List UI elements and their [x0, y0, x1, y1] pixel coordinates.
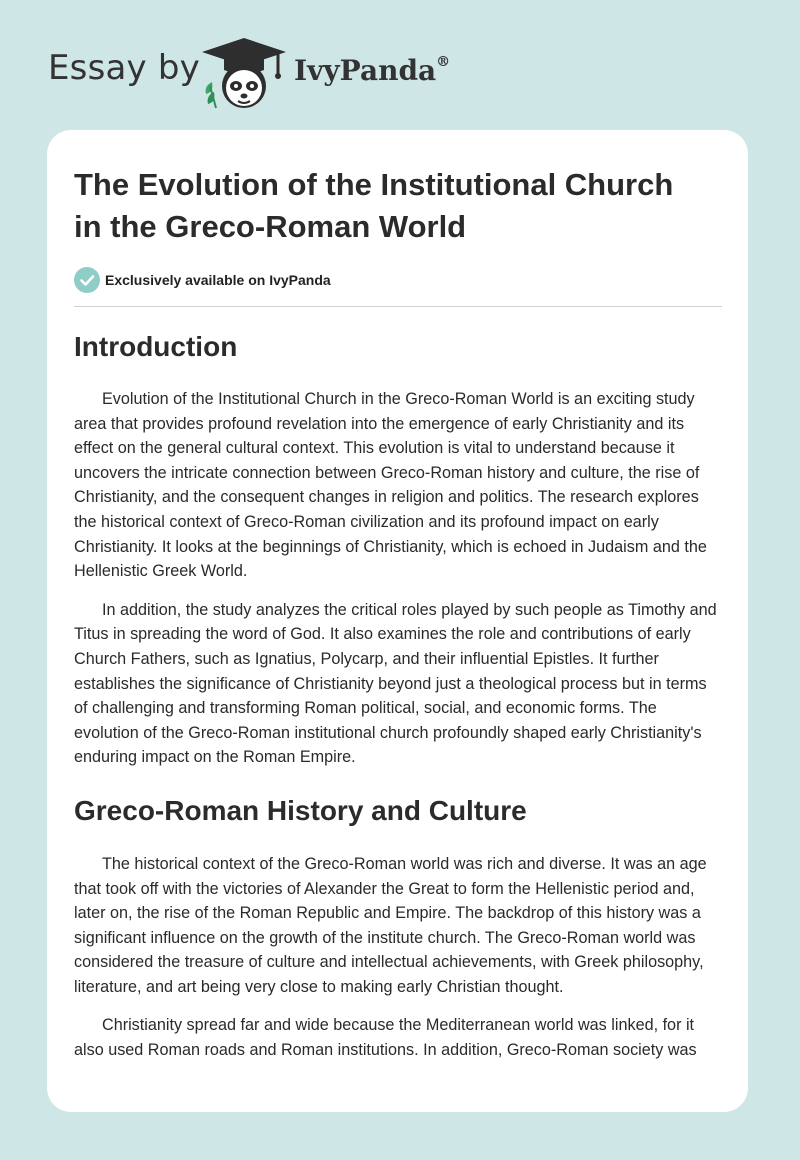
site-header: [0, 0, 800, 120]
registered-mark: ®: [436, 53, 451, 70]
paragraph: Christianity spread far and wide because the Mediterranean world was linked, for it also used Roman roads and Roman institutions. In addition, Greco-Roman society was: [74, 1016, 697, 1060]
section-heading-introduction: Introduction: [74, 331, 238, 362]
essay-content: [74, 164, 722, 1063]
check-circle-icon: [74, 267, 100, 293]
title-line-2: in the Greco-Roman World: [74, 209, 467, 244]
exclusive-badge: [74, 267, 722, 293]
divider: [74, 306, 722, 307]
paragraph: Evolution of the Institutional Church in the Greco-Roman World is an exciting study area that provides profound revelation into the emergence of early Christianity and its effect on the general cultural context. This evolution is vital to understand because it uncovers the intricate connection between Greco-Roman history and culture, the rise of Christianity, and the consequent changes in religion and politics. The research explores the historical context of Greco-Roman civilization and its profound impact on early Christianity. It looks at the beginnings of Christianity, which is echoed in Judaism and the Hellenistic Greek World.: [74, 390, 707, 581]
ivypanda-logo-icon[interactable]: [198, 34, 290, 110]
title-line-1: The Evolution of the Institutional Church: [74, 167, 674, 202]
essay-by-label: Essay by: [48, 48, 200, 88]
section-heading-greco-roman-history: Greco-Roman History and Culture: [74, 794, 527, 826]
essay-card: [47, 130, 748, 1112]
brand-name[interactable]: IvyPanda®: [294, 53, 451, 87]
paragraph: The historical context of the Greco-Roman world was rich and diverse. It was an age that took off with the victories of Alexander the Great to form the Hellenistic period and, later on, the rise of the Roman Republic and Empire. The backdrop of this history was a significant influence on the growth of the institute church. The Greco-Roman world was considered the treasure of culture and intellectual achievements, with Greek philosophy, literature, and art being very close to making early Christian thought.: [74, 854, 707, 996]
page-title: [74, 164, 722, 248]
paragraph: In addition, the study analyzes the critical roles played by such people as Timothy and Titus in spreading the word of God. It also examines the role and contributions of early Church Fathers, such as Ignatius, Polycarp, and their influential Epistles. It further establishes the significance of Christianity beyond just a theological process but in terms of challenging and transforming Roman political, social, and economic forms. The evolution of the Greco-Roman institutional church profoundly shaped early Christianity's enduring impact on the Roman Empire.: [74, 600, 717, 767]
badge-text: Exclusively available on IvyPanda: [105, 272, 331, 288]
